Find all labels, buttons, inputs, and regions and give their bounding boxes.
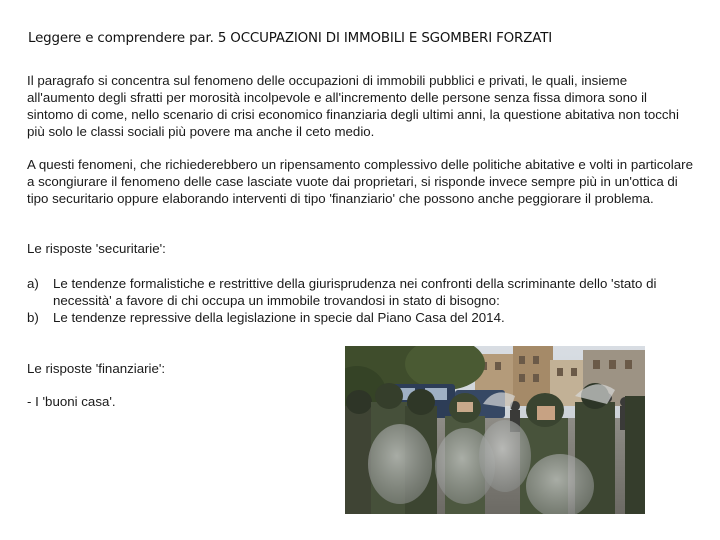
list-marker: b) [27, 310, 39, 326]
list-item [27, 275, 695, 309]
list-marker: a) [27, 276, 39, 291]
paragraph-intro: Il paragrafo si concentra sul fenomeno delle occupazioni di immobili pubblici e privati, le quali, insieme all'aumento degli sfratti per morosità incolpevole e all'incremento delle persone senza fissa dimora sono il sintomo di come, nello scenario di crisi economico finanziaria degli ultimi anni, la questione abitativa non tocchi più solo le classi sociali più povere ma anche il ceto medio. [27, 73, 679, 140]
riot-police-photo [345, 346, 645, 514]
list-item-text: Le tendenze formalistiche e restrittive della giurisprudenza nei confronti della scriminante dello 'stato di necessità' a favore di chi occupa un immobile trovandosi in stato di bisogno: [53, 276, 657, 309]
slide-title: Leggere e comprendere par. 5 OCCUPAZIONI DI IMMOBILI E SGOMBERI FORZATI [28, 31, 553, 46]
finanziarie-heading: Le risposte 'finanziarie': [27, 361, 166, 376]
securitarie-list [27, 275, 695, 326]
list-item [27, 309, 695, 326]
finanziarie-item: - I 'buoni casa'. [27, 394, 116, 409]
list-item-text: Le tendenze repressive della legislazione in specie dal Piano Casa del 2014. [53, 310, 505, 326]
securitarie-heading: Le risposte 'securitarie': [27, 241, 166, 256]
paragraph-responses: A questi fenomeni, che richiederebbero un ripensamento complessivo delle politiche abitative e volti in particolare a scongiurare il fenomeno delle case lasciate vuote dai proprietari, si risponde invece sempre più in un'ottica di tipo securitario oppure elaborando interventi di tipo 'finanziario' che possono anche peggiorare il problema. [27, 157, 693, 207]
